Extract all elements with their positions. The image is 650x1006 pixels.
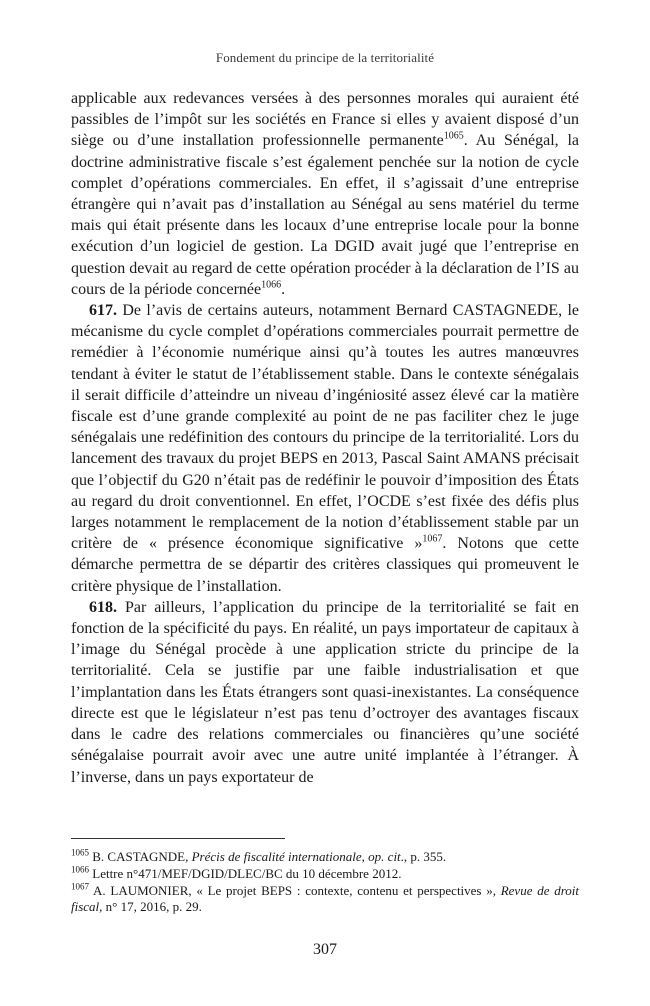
paragraph-618 (71, 597, 579, 788)
paragraph-continuation (71, 88, 579, 300)
text-run: . (281, 280, 286, 298)
footnote-1065 (71, 849, 579, 866)
footnote-title: Revue de droit fiscal (71, 882, 580, 915)
footnote-text: A. LAUMONIER, « Le projet BEPS : contexte, contenu et perspectives », (89, 882, 501, 898)
running-header: Fondement du principe de la territorialité (215, 50, 435, 65)
footnote-ref: 1066 (261, 279, 282, 291)
footnote-title: op. cit (368, 849, 401, 864)
footnote-1067 (71, 883, 579, 917)
page-number: 307 (313, 941, 337, 958)
body-text (71, 88, 579, 788)
footnote-number: 1065 (71, 847, 89, 858)
footnote-text: ., p. 355. (400, 849, 447, 864)
footnote-title: Précis de fiscalité internationale (191, 849, 362, 864)
footnote-text: Lettre n°471/MEF/DGID/DLEC/BC du 10 décembre 2012. (89, 865, 402, 881)
footnote-ref: 1065 (443, 131, 464, 143)
footnote-1066 (71, 866, 579, 883)
footnote-number: 1067 (71, 881, 89, 892)
paragraph-number: 618. (89, 598, 117, 616)
text-run: De l’avis de certains auteurs, notamment Bernard CASTAGNEDE, le mécanisme du cycle complet d’opérations commerciales pourrait permettre de remédier à l’économie numérique ainsi qu’à toutes les autres manœuvres tendant à éviter le statut de l’établissement stable. Dans le contexte sénégalais il serait difficile d’atteindre un niveau d’ingéniosité assez élevé car la matière fiscale est d’une grande complexité au point de ne pas faciliter chez le juge sénégalais une redéfinition des contours du principe de la territorialité. Lors du lancement des travaux du projet BEPS en 2013, Pascal Saint AMANS précisait que l’objectif du G20 n’était pas de redéfinir le pouvoir d’imposition des États au regard du droit conventionnel. En effet, l’OCDE s’est fixée des défis plus larges notamment le remplacement de la notion d’établissement stable par un critère de « présence économique significative » (71, 302, 579, 553)
footnotes (71, 849, 579, 916)
paragraph-617 (71, 300, 579, 597)
footnote-text: B. CASTAGNDE, (89, 849, 192, 864)
text-run: . Notons que cette démarche permettra de se départir des critères classiques qui promeuvent le critère physique de l’installation. (71, 535, 579, 595)
footnote-separator (71, 838, 285, 839)
text-run: applicable aux redevances versées à des personnes morales qui auraient été passibles de l’impôt sur les sociétés en France si elles y avaient disposé d’un siège ou d’une installation professionnelle permanente (71, 90, 579, 150)
text-run: Par ailleurs, l’application du principe de la territorialité se fait en fonction de la spécificité du pays. En réalité, un pays importateur de capitaux à l’image du Sénégal procède à une application stricte du principe de la territorialité. Cela se justifie par une faible industrialisation et que l’implantation dans les États étrangers sont quasi-inexistantes. La conséquence directe est que le législateur n’est pas tenu d’octroyer des avantages fiscaux dans le cadre des relations commerciales ou financières qu’une société sénégalaise pourrait avoir avec une autre unité implantée à l’étranger. À l’inverse, dans un pays exportateur de (71, 598, 579, 786)
footnote-number: 1066 (71, 864, 89, 875)
footnote-ref: 1067 (422, 533, 443, 545)
text-run: . Au Sénégal, la doctrine administrative fiscale s’est également penchée sur la notion de cycle complet d’opérations commerciales. En effet, il s’agissait d’une entreprise étrangère qui n’avait pas d’installation au Sénégal au sens matériel du terme mais qui était présente dans les locaux d’une entreprise locale pour la bonne exécution d’un logiciel de gestion. La DGID avait jugé que l’entreprise en question devait au regard de cette opération procéder à la déclaration de l’IS au cours de la période concernée (71, 132, 579, 298)
footnote-text: , (361, 849, 369, 864)
footnote-text: , n° 17, 2016, p. 29. (99, 899, 202, 915)
paragraph-number: 617. (89, 302, 117, 320)
